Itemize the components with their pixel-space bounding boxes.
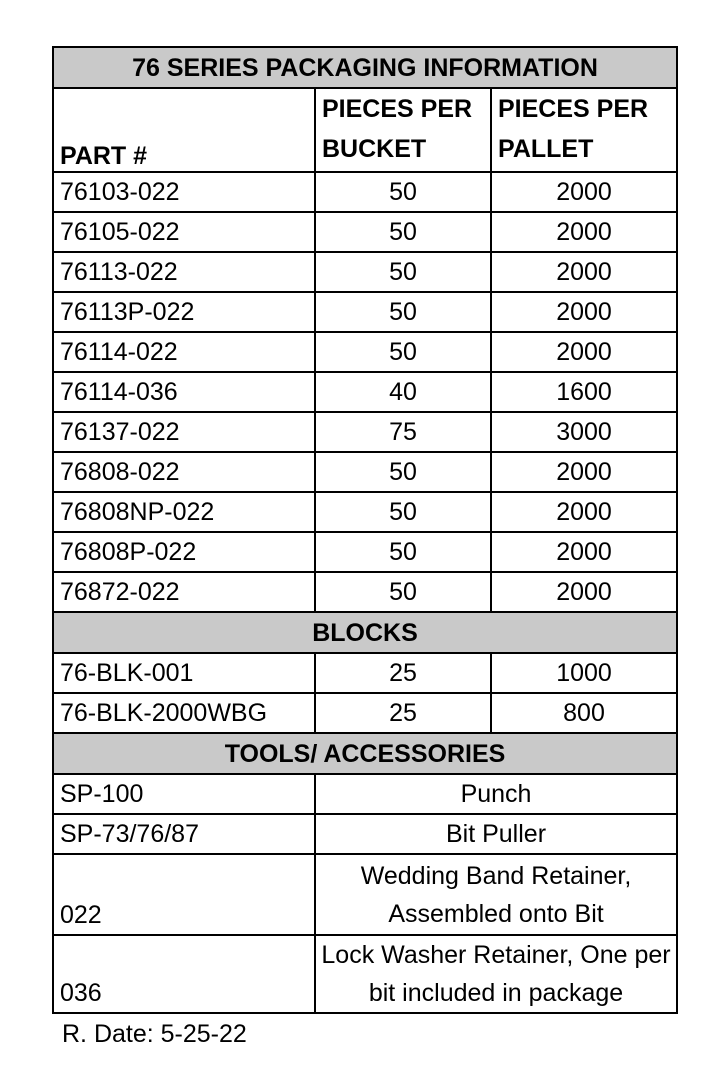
header-pieces-per-pallet: PIECES PER PALLET [491,88,677,172]
table-row [53,532,677,572]
part-number: 76137-022 [53,412,315,452]
pieces-per-bucket: 50 [315,492,491,532]
table-row [53,372,677,412]
part-number: 022 [53,854,315,935]
pieces-per-pallet: 2000 [491,492,677,532]
part-number: SP-73/76/87 [53,814,315,854]
tool-description: Bit Puller [315,814,677,854]
tools-heading-row [53,733,677,774]
pieces-per-bucket: 25 [315,693,491,733]
pieces-per-bucket: 40 [315,372,491,412]
part-number: SP-100 [53,774,315,814]
tool-description: Punch [315,774,677,814]
pieces-per-pallet: 2000 [491,252,677,292]
table-row [53,854,677,935]
part-number: 76872-022 [53,572,315,612]
blocks-heading: BLOCKS [53,612,677,653]
pieces-per-bucket: 75 [315,412,491,452]
table-title: 76 SERIES PACKAGING INFORMATION [53,47,677,88]
pieces-per-bucket: 50 [315,332,491,372]
part-number: 76113-022 [53,252,315,292]
part-number: 76808P-022 [53,532,315,572]
table-row [53,412,677,452]
part-number: 76114-022 [53,332,315,372]
pieces-per-bucket: 50 [315,572,491,612]
pieces-per-pallet: 3000 [491,412,677,452]
pieces-per-pallet: 2000 [491,452,677,492]
table-row [53,572,677,612]
revision-date: R. Date: 5-25-22 [62,1020,247,1048]
pieces-per-pallet: 1000 [491,653,677,693]
pieces-per-bucket: 50 [315,292,491,332]
part-number: 76-BLK-001 [53,653,315,693]
part-number: 76808NP-022 [53,492,315,532]
tool-description: Lock Washer Retainer, One per bit included in package [315,935,677,1013]
part-number: 76-BLK-2000WBG [53,693,315,733]
title-row [53,47,677,88]
table-row [53,774,677,814]
header-pieces-per-bucket: PIECES PER BUCKET [315,88,491,172]
pieces-per-bucket: 25 [315,653,491,693]
pieces-per-bucket: 50 [315,212,491,252]
table-row [53,935,677,1013]
header-part: PART # [53,88,315,172]
pieces-per-pallet: 2000 [491,172,677,212]
pieces-per-bucket: 50 [315,252,491,292]
pieces-per-pallet: 2000 [491,292,677,332]
part-number: 76808-022 [53,452,315,492]
header-row [53,88,677,172]
table-row [53,492,677,532]
pieces-per-pallet: 2000 [491,532,677,572]
table-row [53,292,677,332]
pieces-per-pallet: 2000 [491,572,677,612]
part-number: 76103-022 [53,172,315,212]
pieces-per-bucket: 50 [315,532,491,572]
part-number: 76113P-022 [53,292,315,332]
table-row [53,332,677,372]
pieces-per-bucket: 50 [315,452,491,492]
tool-description: Wedding Band Retainer, Assembled onto Bit [315,854,677,935]
table-row [53,212,677,252]
tools-heading: TOOLS/ ACCESSORIES [53,733,677,774]
pieces-per-pallet: 2000 [491,332,677,372]
packaging-table [52,46,678,1014]
table-row [53,172,677,212]
table-row [53,814,677,854]
pieces-per-pallet: 800 [491,693,677,733]
table-row [53,653,677,693]
pieces-per-pallet: 2000 [491,212,677,252]
pieces-per-bucket: 50 [315,172,491,212]
pieces-per-pallet: 1600 [491,372,677,412]
part-number: 76114-036 [53,372,315,412]
part-number: 036 [53,935,315,1013]
part-number: 76105-022 [53,212,315,252]
table-row [53,452,677,492]
blocks-heading-row [53,612,677,653]
table-row [53,693,677,733]
table-row [53,252,677,292]
